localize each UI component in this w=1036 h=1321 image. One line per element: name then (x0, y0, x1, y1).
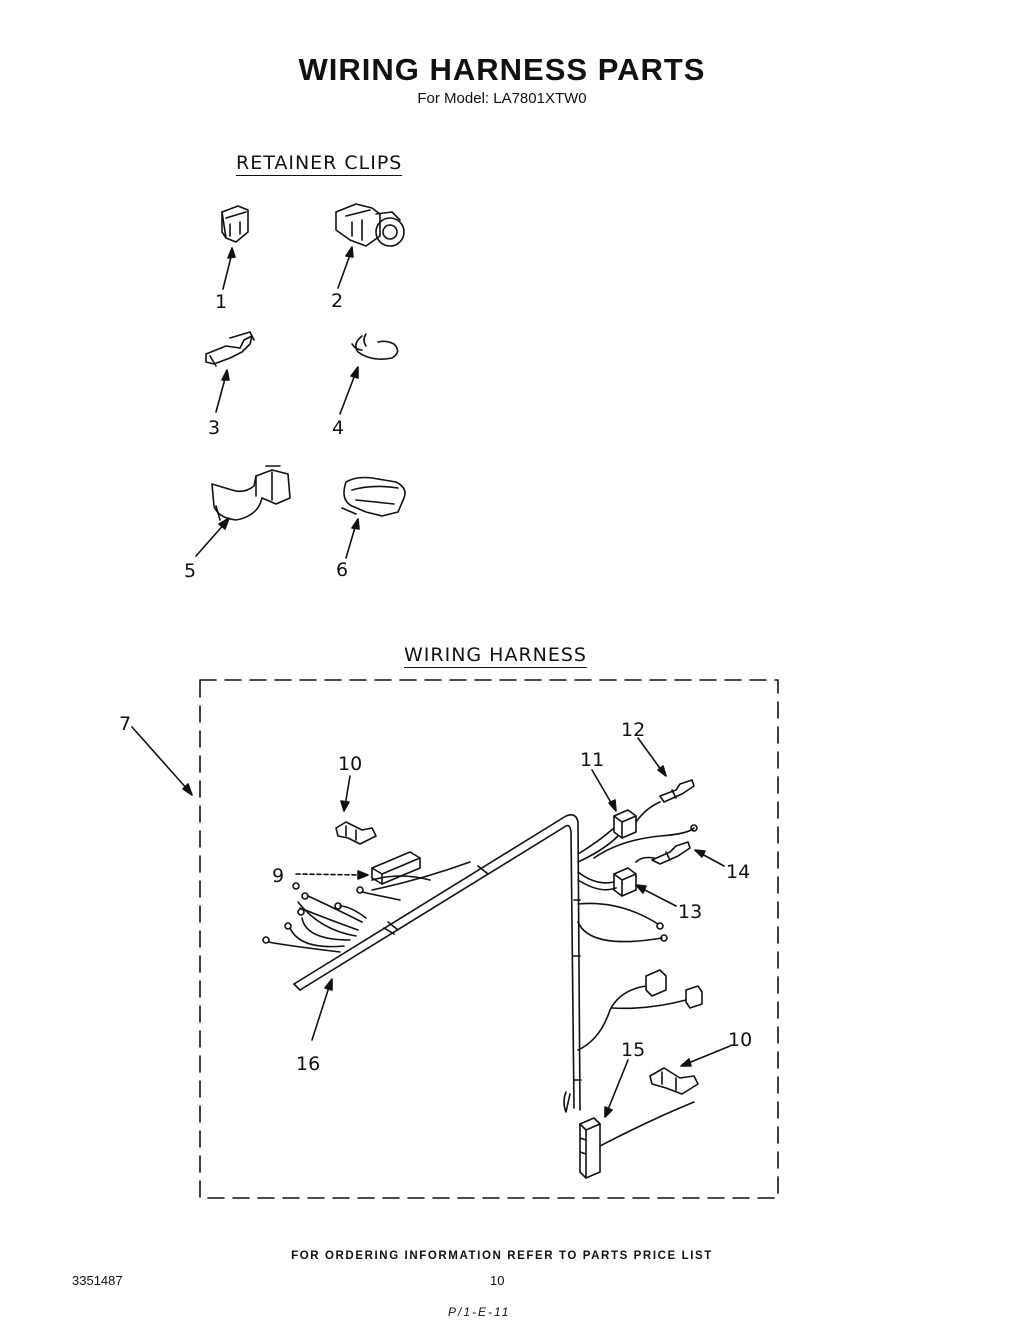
connector-11 (578, 810, 636, 862)
arrowhead-9 (358, 871, 368, 879)
callout-14: 14 (726, 861, 751, 883)
arrowhead-10-lower (681, 1059, 691, 1066)
retainer-clip-1 (222, 206, 248, 242)
document-number: 3351487 (72, 1273, 123, 1288)
retainer-clip-4 (352, 334, 398, 359)
arrowhead-6 (352, 519, 359, 529)
callout-13: 13 (678, 901, 703, 923)
page-number: 10 (490, 1273, 505, 1288)
arrowhead-10-upper (341, 801, 349, 811)
leader-11 (592, 770, 613, 806)
arrowhead-15 (605, 1107, 612, 1117)
leader-2 (338, 252, 351, 288)
callout-15: 15 (621, 1039, 646, 1061)
retainer-clips-heading: RETAINER CLIPS (236, 152, 403, 174)
callout-7: 7 (119, 713, 132, 735)
arrowhead-4 (351, 367, 358, 378)
leader-15 (607, 1060, 628, 1112)
model-subtitle: For Model: LA7801XTW0 (417, 90, 587, 107)
terminal-12 (636, 780, 694, 822)
connector-9 (372, 852, 420, 884)
leader-9 (296, 874, 362, 875)
leader-16 (312, 984, 330, 1040)
harness-leads-right (578, 903, 702, 1050)
arrowhead-16 (325, 979, 332, 990)
retainer-clip-5 (212, 466, 290, 520)
callout-3: 3 (208, 417, 221, 439)
connector-15 (564, 1092, 694, 1178)
callout-10-lower: 10 (728, 1029, 753, 1051)
leader-4 (340, 372, 356, 414)
handwritten-note: P/1-E-11 (448, 1305, 511, 1319)
wiring-harness-heading: WIRING HARNESS (404, 644, 587, 666)
callout-4: 4 (332, 417, 345, 439)
callout-5: 5 (184, 560, 197, 582)
leader-7 (132, 727, 188, 790)
arrowhead-2 (346, 247, 353, 257)
arrowhead-1 (228, 248, 235, 258)
page-title: WIRING HARNESS PARTS (298, 52, 706, 87)
harness-frame (200, 680, 778, 1198)
leader-10-lower (686, 1046, 730, 1064)
callout-11: 11 (580, 749, 605, 771)
arrowhead-13 (636, 885, 646, 893)
ordering-info: FOR ORDERING INFORMATION REFER TO PARTS PRICE LIST (291, 1250, 713, 1262)
terminal-10-upper (336, 822, 376, 844)
connector-13 (578, 868, 636, 896)
callout-6: 6 (336, 559, 349, 581)
callout-2: 2 (331, 290, 344, 312)
leader-12 (638, 738, 662, 771)
retainer-clip-2 (336, 204, 404, 246)
arrowhead-11 (609, 800, 616, 811)
arrowhead-14 (695, 850, 705, 857)
callout-12: 12 (621, 719, 646, 741)
leader-13 (641, 888, 676, 906)
retainer-clip-3 (206, 332, 254, 366)
callout-1: 1 (215, 291, 228, 313)
callout-10-upper: 10 (338, 753, 363, 775)
arrowhead-3 (222, 370, 229, 380)
terminal-10-lower (650, 1068, 698, 1094)
callout-16: 16 (296, 1053, 321, 1075)
harness-trunk (294, 815, 581, 1110)
callout-9: 9 (272, 865, 285, 887)
retainer-clip-6 (342, 478, 405, 517)
